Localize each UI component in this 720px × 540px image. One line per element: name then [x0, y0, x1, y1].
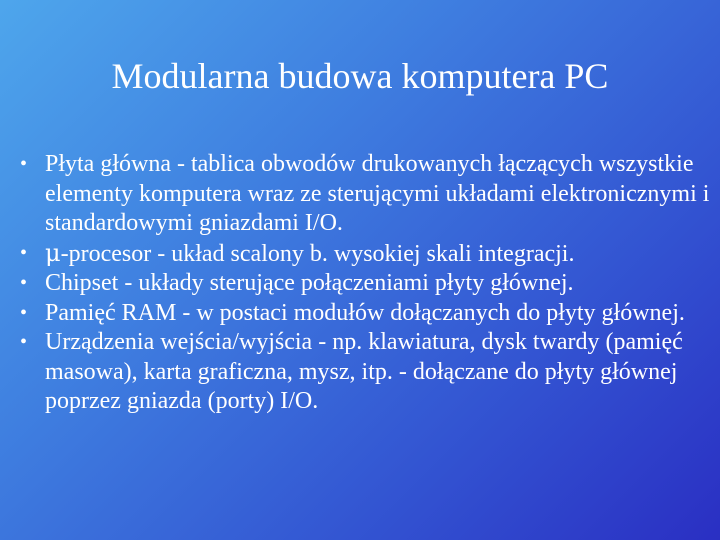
- bullet-dot-icon: •: [20, 153, 28, 175]
- bullet-dot-icon: •: [20, 272, 28, 294]
- bullet-item-processor: [20, 239, 710, 270]
- bullet-dot-icon: •: [20, 301, 28, 324]
- bullet-list: [20, 150, 710, 417]
- bullet-text: Chipset - układy sterujące połączeniami płyty głównej.: [45, 270, 574, 296]
- slide-title: Modularna budowa komputera PC: [111, 56, 609, 96]
- bullet-item-motherboard: [20, 150, 710, 239]
- bullet-dot-icon: •: [20, 241, 28, 264]
- bullet-dot-icon: •: [20, 331, 28, 353]
- bullet-text: -procesor - układ scalony b. wysokiej skali integracji.: [60, 240, 575, 267]
- bullet-text: Urządzenia wejścia/wyjścia - np. klawiatura, dysk twardy (pamięć masowa), karta graficzna, mysz, itp. - dołączane do płyty głównej poprzez gniazda (porty) I/O.: [45, 329, 683, 414]
- bullet-text: Płyta główna - tablica obwodów drukowanych łączących wszystkie elementy komputera wraz ze sterującymi układami elektronicznymi i standardowymi gniazdami I/O.: [45, 151, 710, 236]
- bullet-item-ram: [20, 299, 710, 329]
- bullet-text: Pamięć RAM - w postaci modułów dołączanych do płyty głównej.: [45, 299, 685, 326]
- bullet-item-chipset: [20, 269, 710, 299]
- mu-symbol: μ: [45, 238, 61, 267]
- bullet-item-io-devices: [20, 328, 710, 417]
